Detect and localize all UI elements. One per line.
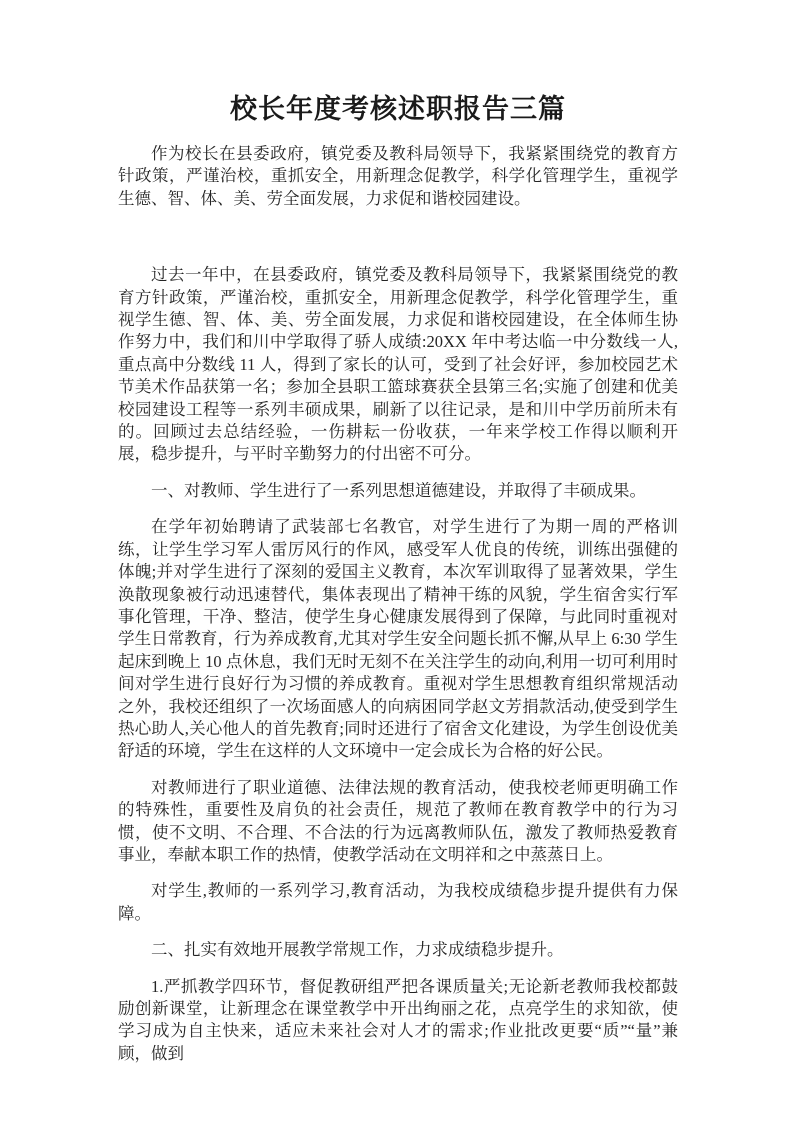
document-title: 校长年度考核述职报告三篇 bbox=[230, 94, 566, 124]
paragraph-summary-guarantee: 对学生,教师的一系列学习,教育活动，为我校成绩稳步提升提供有力保障。 bbox=[118, 881, 678, 923]
section-heading-1: 一、对教师、学生进行了一系列思想道德建设，并取得了丰硕成果。 bbox=[151, 480, 646, 500]
section-heading-2: 二、扎实有效地开展教学常规工作，力求成绩稳步提升。 bbox=[151, 940, 564, 960]
paragraph-intro: 作为校长在县委政府，镇党委及教科局领导下，我紧紧围绕党的教育方针政策，严谨治校，重抓安全，用新理念促教学，科学化管理学生，重视学生德、智、体、美、劳全面发展，力求促和谐校园建设。 bbox=[118, 144, 678, 208]
paragraph-teacher-ethics: 对教师进行了职业道德、法律法规的教育活动，使我校老师更明确工作的特殊性，重要性及肩负的社会责任，规范了教师在教育教学中的行为习惯，使不文明、不合理、不合法的行为远离教师队伍，激发了教师热爱教育事业，奉献本职工作的热情，使教学活动在文明祥和之中蒸蒸日上。 bbox=[118, 777, 678, 864]
paragraph-teaching-routine: 1.严抓教学四环节，督促教研组严把各课质量关;无论新老教师我校都鼓励创新课堂，让新理念在课堂教学中开出绚丽之花，点亮学生的求知欲，使学习成为自主快来，适应未来社会对人才的需求;作业批改更要“质”“量”兼顾，做到 bbox=[118, 976, 678, 1063]
paragraph-year-review: 过去一年中，在县委政府，镇党委及教科局领导下，我紧紧围绕党的教育方针政策，严谨治校，重抓安全，用新理念促教学，科学化管理学生，重视学生德、智、体、美、劳全面发展，力求促和谐校园建设，在全体师生协作努力中，我们和川中学取得了骄人成绩:20XX 年中考达临一中分数线一人,重点高中分数线 11 人，得到了家长的认可，受到了社会好评，参加校园艺术节美术作品获第一名；参加全县职工篮球赛获全县第三名;实施了创建和优美校园建设工程等一系列丰硕成果，刷新了以往记录，是和川中学历前所未有的。回顾过去总结经验，一伤耕耘一份收获，一年来学校工作得以顺利开展，稳步提升，与平时辛勤努力的付出密不可分。 bbox=[118, 265, 678, 464]
paragraph-military-training: 在学年初始聘请了武装部七名教官，对学生进行了为期一周的严格训练，让学生学习军人雷厉风行的作风，感受军人优良的传统，训练出强健的体魄;并对学生进行了深刻的爱国主义教育，本次军训取得了显著效果，学生涣散现象被行动迅速替代，集体表现出了精神干练的风貌，学生宿舍实行军事化管理，干净、整洁，使学生身心健康发展得到了保障，与此同时重视对学生日常教育，行为养成教育,尤其对学生安全问题长抓不懈,从早上 6:30 学生起床到晚上 10 点休息，我们无时无刻不在关注学生的动向,利用一切可利用时间对学生进行良好行为习惯的养成教育。重视对学生思想教育组织常规活动之外，我校还组织了一次场面感人的向病困同学赵文芳捐款活动,使受到学生热心助人,关心他人的首先教育;同时还进行了宿舍文化建设，为学生创设优美舒适的环境，学生在这样的人文环境中一定会成长为合格的好公民。 bbox=[118, 517, 678, 761]
